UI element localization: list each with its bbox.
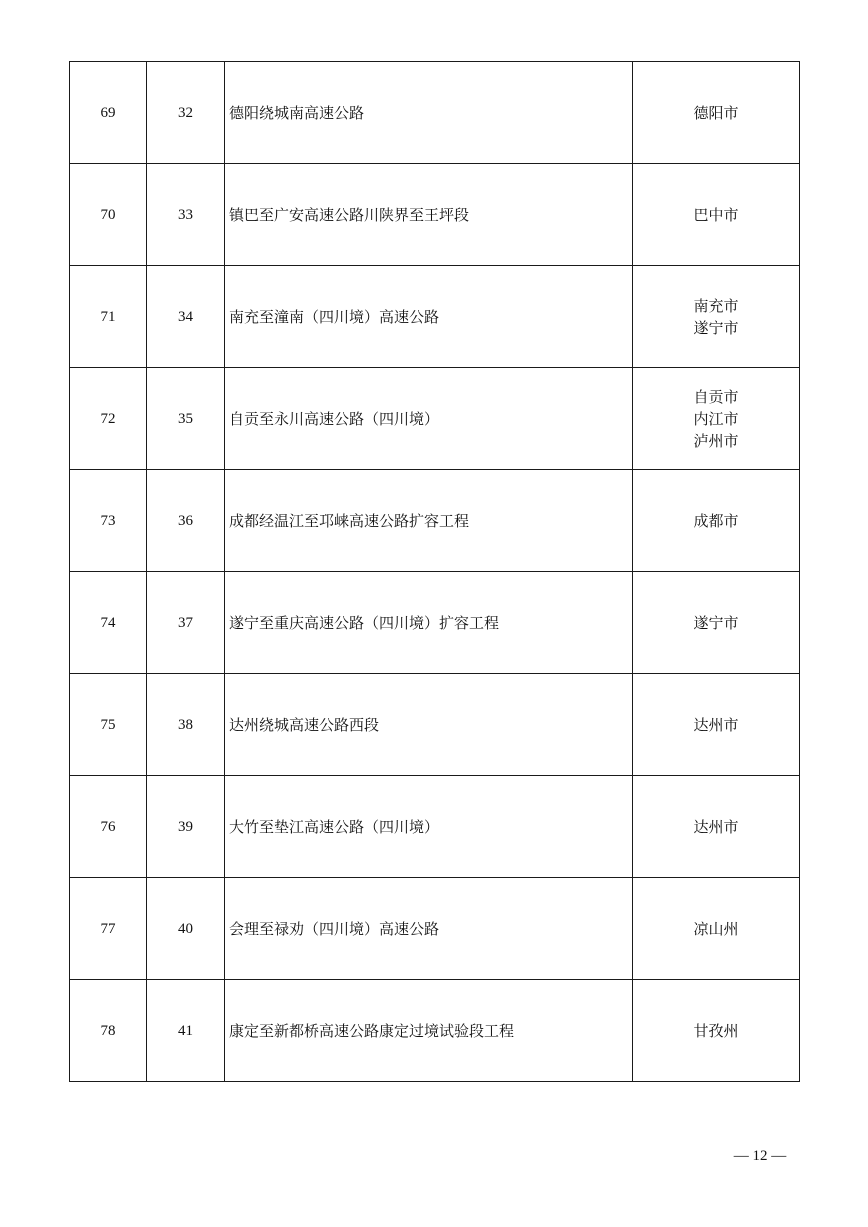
project-table: [69, 61, 800, 1082]
city-name: 内江市: [693, 409, 739, 428]
project-name-cell: 会理至禄劝（四川境）高速公路: [225, 878, 633, 980]
table-row: [70, 572, 800, 674]
city-cell: [633, 368, 800, 470]
city-cell: [633, 62, 800, 164]
city-name: 遂宁市: [693, 318, 739, 337]
sub-number-cell: 35: [147, 368, 225, 470]
serial-number-cell: 78: [70, 980, 147, 1082]
sub-number-cell: 39: [147, 776, 225, 878]
sub-number-cell: 41: [147, 980, 225, 1082]
city-name: 自贡市: [693, 387, 739, 406]
city-cell: [633, 470, 800, 572]
city-name: 南充市: [693, 296, 739, 315]
table-row: [70, 980, 800, 1082]
project-name-cell: 自贡至永川高速公路（四川境）: [225, 368, 633, 470]
serial-number-cell: 77: [70, 878, 147, 980]
sub-number-cell: 36: [147, 470, 225, 572]
sub-number-cell: 38: [147, 674, 225, 776]
serial-number-cell: 69: [70, 62, 147, 164]
city-cell: [633, 776, 800, 878]
serial-number-cell: 76: [70, 776, 147, 878]
city-name: 巴中市: [693, 205, 739, 224]
serial-number-cell: 72: [70, 368, 147, 470]
project-name-cell: 康定至新都桥高速公路康定过境试验段工程: [225, 980, 633, 1082]
serial-number-cell: 75: [70, 674, 147, 776]
table-row: [70, 368, 800, 470]
project-name-cell: 遂宁至重庆高速公路（四川境）扩容工程: [225, 572, 633, 674]
project-name-cell: 镇巴至广安高速公路川陕界至王坪段: [225, 164, 633, 266]
city-name: 达州市: [693, 817, 739, 836]
city-name: 甘孜州: [693, 1021, 739, 1040]
serial-number-cell: 71: [70, 266, 147, 368]
project-name-cell: 南充至潼南（四川境）高速公路: [225, 266, 633, 368]
table-body: [70, 62, 800, 1082]
project-name-cell: 德阳绕城南高速公路: [225, 62, 633, 164]
city-name: 遂宁市: [693, 613, 739, 632]
page-number: — 12 —: [733, 1148, 787, 1164]
city-name: 达州市: [693, 715, 739, 734]
sub-number-cell: 32: [147, 62, 225, 164]
sub-number-cell: 37: [147, 572, 225, 674]
table-row: [70, 674, 800, 776]
sub-number-cell: 34: [147, 266, 225, 368]
serial-number-cell: 74: [70, 572, 147, 674]
city-name: 凉山州: [693, 919, 739, 938]
project-name-cell: 大竹至垫江高速公路（四川境）: [225, 776, 633, 878]
city-cell: [633, 164, 800, 266]
city-cell: [633, 980, 800, 1082]
city-cell: [633, 674, 800, 776]
table-row: [70, 878, 800, 980]
city-name: 成都市: [693, 511, 739, 530]
city-name: 泸州市: [693, 431, 739, 450]
table-row: [70, 164, 800, 266]
table-row: [70, 470, 800, 572]
table-row: [70, 266, 800, 368]
table-row: [70, 776, 800, 878]
project-name-cell: 达州绕城高速公路西段: [225, 674, 633, 776]
city-cell: [633, 878, 800, 980]
project-name-cell: 成都经温江至邛崃高速公路扩容工程: [225, 470, 633, 572]
sub-number-cell: 33: [147, 164, 225, 266]
city-name: 德阳市: [693, 103, 739, 122]
city-cell: [633, 572, 800, 674]
sub-number-cell: 40: [147, 878, 225, 980]
city-cell: [633, 266, 800, 368]
serial-number-cell: 70: [70, 164, 147, 266]
table-row: [70, 62, 800, 164]
serial-number-cell: 73: [70, 470, 147, 572]
